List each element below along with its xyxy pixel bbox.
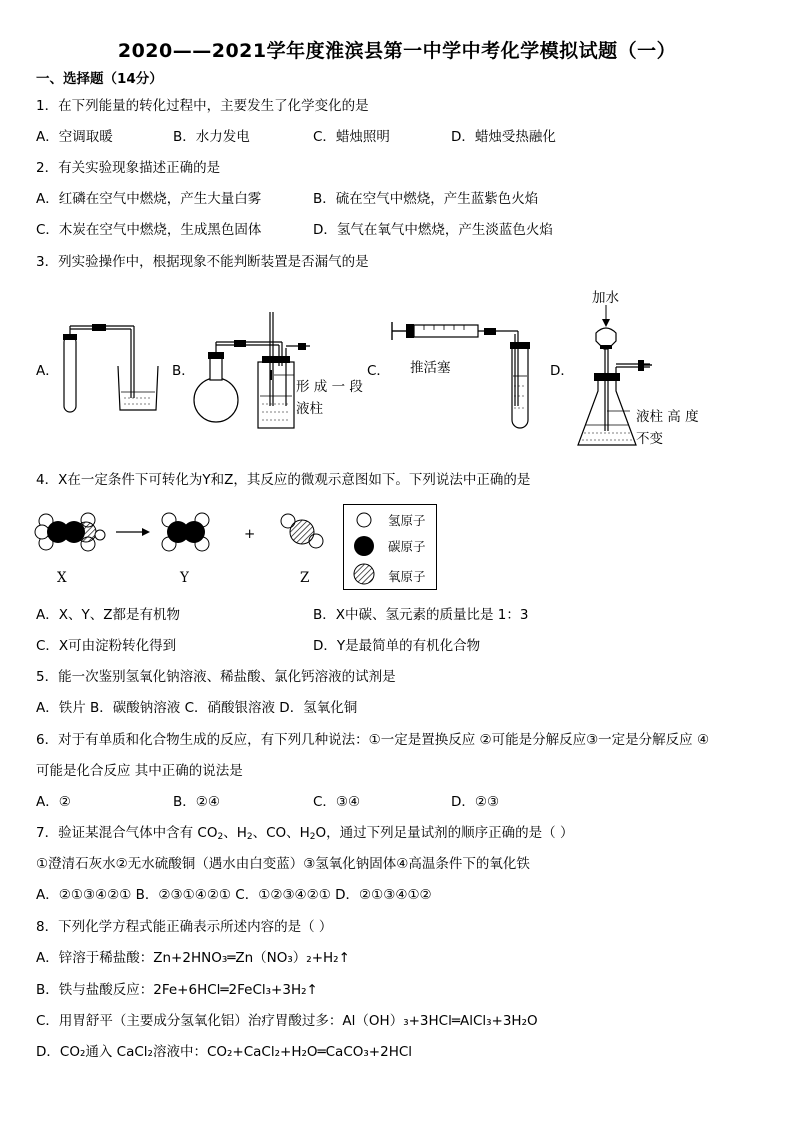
question-6-stem-line-1: 6．对于有单质和化合物生成的反应，有下列几种说法：①一定是置换反应 ②可能是分解反应③一定是分解反应 ④ [36,732,710,748]
question-8-option-d: D．CO₂通入 CaCl₂溶液中：CO₂+CaCl₂+H₂O═CaCO₃+2HCl [36,1044,413,1060]
apparatus-d-top-label: 加水 [592,290,619,306]
question-8-option-b: B．铁与盐酸反应：2Fe+6HCl═2FeCl₃+3H₂↑ [36,982,318,998]
page-title: 2020——2021学年度淮滨县第一中学中考化学模拟试题（一） [117,40,677,62]
question-4-option-a: A．X、Y、Z都是有机物 [36,607,180,623]
question-6-option-a: A．② [36,794,71,810]
question-2-option-c: C．木炭在空气中燃烧，生成黑色固体 [36,222,262,238]
question-8-option-a: A．锌溶于稀盐酸：Zn+2HNO₃═Zn（NO₃）₂+H₂↑ [36,950,350,966]
question-3-option-a: A． [36,363,59,379]
legend-oxygen: 氧原子 [388,569,426,584]
question-1-stem: 1．在下列能量的转化过程中，主要发生了化学变化的是 [36,98,369,114]
question-2-option-a: A．红磷在空气中燃烧，产生大量白雾 [36,191,262,207]
atom-legend-box [343,504,437,590]
legend-hydrogen: 氢原子 [388,513,426,528]
question-6-stem-line-2: 可能是化合反应 其中正确的说法是 [36,763,243,779]
question-6-option-b: B．②④ [173,794,220,810]
question-6-option-c: C．③④ [313,794,361,810]
question-4-option-d: D．Y是最简单的有机化合物 [313,638,481,654]
question-4-option-c: C．X可由淀粉转化得到 [36,638,177,654]
question-7-reagents: ①澄清石灰水②无水硫酸铜（遇水由白变蓝）③氢氧化钠固体④高温条件下的氧化铁 [36,856,530,872]
apparatus-b-label-1: 形 成 一 段 [296,379,363,395]
question-2-stem: 2．有关实验现象描述正确的是 [36,160,221,176]
question-1-option-a: A．空调取暖 [36,129,113,145]
reaction-diagram [34,505,344,585]
question-7-stem: 7．验证某混合气体中含有 $CO_2$、$H_2$、CO、$H_2O$，通过下列足量试剂的顺序正确的是（ ） [36,825,574,842]
molecule-z-label: Z [300,570,310,586]
question-2-option-b: B．硫在空气中燃烧，产生蓝紫色火焰 [313,191,539,207]
question-5-stem: 5．能一次鉴别氢氧化钠溶液、稀盐酸、氯化钙溶液的试剂是 [36,669,396,685]
plus-sign: + [244,526,256,542]
question-4-stem: 4．X在一定条件下可转化为Y和Z，其反应的微观示意图如下。下列说法中正确的是 [36,472,531,488]
question-3-option-b: B． [172,363,195,379]
question-5-options: A．铁片 B．碳酸钠溶液 C．硝酸银溶液 D．氢氧化铜 [36,700,358,716]
question-2-option-d: D．氢气在氧气中燃烧，产生淡蓝色火焰 [313,222,553,238]
apparatus-b-label-2: 液柱 [296,401,323,417]
question-3-stem: 3．列实验操作中，根据现象不能判断装置是否漏气的是 [36,254,369,270]
molecule-y-label: Y [180,570,189,586]
question-1-option-d: D．蜡烛受热融化 [451,129,556,145]
molecule-x-label: X [57,570,67,586]
question-4-option-b: B．X中碳、氢元素的质量比是 1：3 [313,607,529,623]
apparatus-a-diagram [58,318,168,418]
apparatus-d-label-1: 液柱 高 度 [636,409,699,425]
question-1-option-b: B．水力发电 [173,129,250,145]
apparatus-d-label-2: 不变 [636,431,663,447]
question-8-stem: 8．下列化学方程式能正确表示所述内容的是（ ） [36,919,333,935]
section-heading: 一、选择题（14分） [36,71,163,87]
apparatus-c-label: 推活塞 [410,360,451,376]
question-6-option-d: D．②③ [451,794,500,810]
question-3-option-c: C． [367,363,390,379]
question-8-option-c: C．用胃舒平（主要成分氢氧化铝）治疗胃酸过多：Al（OH）₃+3HCl═AlCl₃+3H₂O [36,1013,538,1029]
question-7-options: A．②①③④②① B．②③①④②① C．①②③④②① D．②①③④①② [36,887,432,903]
question-3-option-d: D． [550,363,574,379]
legend-carbon: 碳原子 [388,539,426,554]
question-1-option-c: C．蜡烛照明 [313,129,390,145]
